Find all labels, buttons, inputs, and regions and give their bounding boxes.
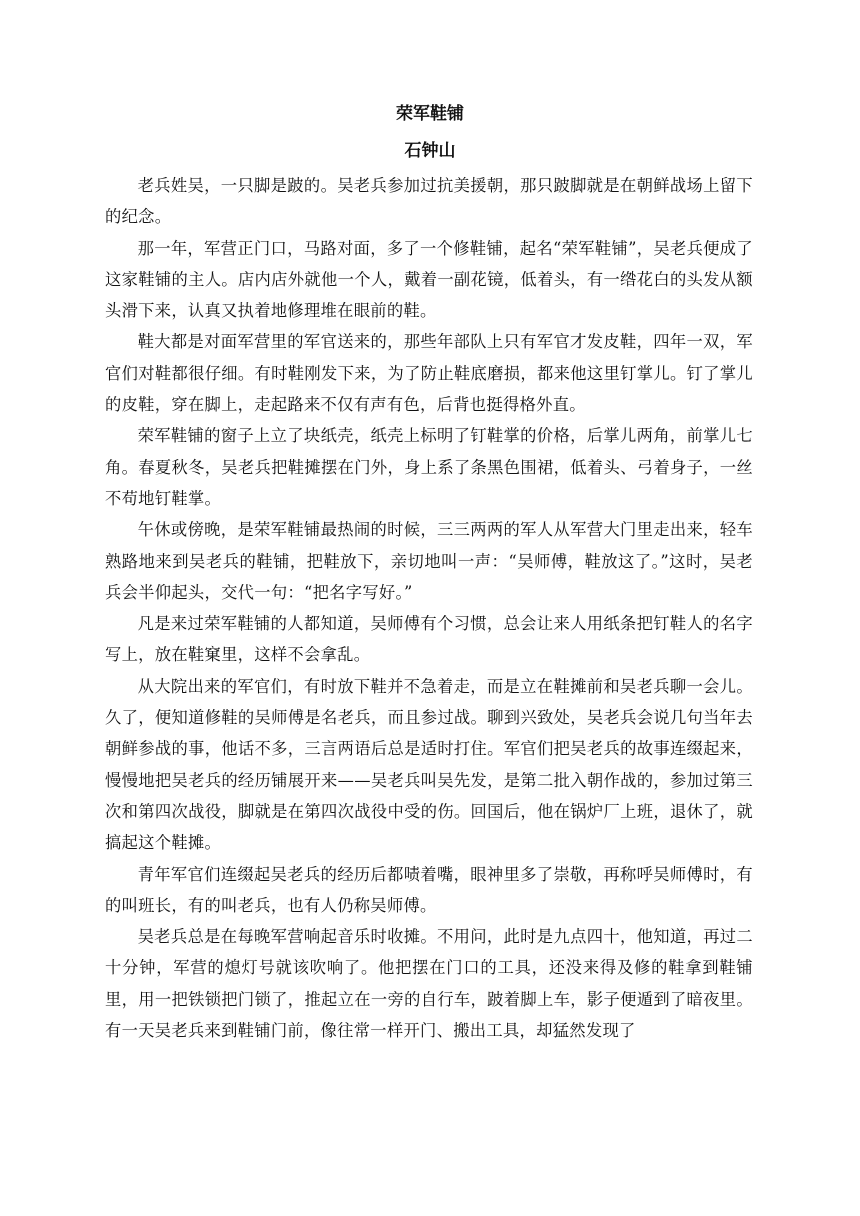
paragraph: 鞋大都是对面军营里的军官送来的，那些年部队上只有军官才发皮鞋，四年一双，军官们对鞋都很仔细。有时鞋刚发下来，为了防止鞋底磨损，都来他这里钉掌儿。钉了掌儿的皮鞋，穿在脚上，走起路来不仅有声有色，后背也挺得格外直。 [105, 332, 753, 415]
paragraph: 午休或傍晚，是荣军鞋铺最热闹的时候，三三两两的军人从军营大门里走出来，轻车熟路地来到吴老兵的鞋铺，把鞋放下，亲切地叫一声：“吴师傅，鞋放这了。”这时，吴老兵会半仰起头，交代一句：“把名字写好。” [105, 520, 753, 602]
paragraph: 吴老兵总是在每晚军营响起音乐时收摊。不用问，此时是九点四十，他知道，再过二十分钟，军营的熄灯号就该吹响了。他把摆在门口的工具，还没来得及修的鞋拿到鞋铺里，用一把铁锁把门锁了，推起立在一旁的自行车，跛着脚上车，影子便遁到了暗夜里。有一天吴老兵来到鞋铺门前，像往常一样开门、搬出工具，却猛然发现了 [105, 927, 753, 1041]
author-name: 石钟山 [404, 141, 456, 161]
paragraph: 凡是来过荣军鞋铺的人都知道，吴师傅有个习惯，总会让来人用纸条把钉鞋人的名字写上，放在鞋窠里，这样不会拿乱。 [105, 614, 753, 665]
paragraph: 荣军鞋铺的窗子上立了块纸壳，纸壳上标明了钉鞋掌的价格，后掌儿两角，前掌儿七角。春夏秋冬，吴老兵把鞋摊摆在门外，身上系了条黑色围裙，低着头、弓着身子，一丝不苟地钉鞋掌。 [105, 426, 753, 508]
paragraph: 从大院出来的军官们，有时放下鞋并不急着走，而是立在鞋摊前和吴老兵聊一会儿。久了，便知道修鞋的吴师傅是名老兵，而且参过战。聊到兴致处，吴老兵会说几句当年去朝鲜参战的事，他话不多，三言两语后总是适时打住。军官们把吴老兵的故事连缀起来，慢慢地把吴老兵的经历铺展开来——吴老兵叫吴先发，是第二批入朝作战的，参加过第三次和第四次战役，脚就是在第四次战役中受的伤。回国后，他在锅炉厂上班，退休了，就搞起这个鞋摊。 [105, 676, 753, 853]
paragraph: 青年军官们连缀起吴老兵的经历后都啧着嘴，眼神里多了崇敬，再称呼吴师傅时，有的叫班长，有的叫老兵，也有人仍称吴师傅。 [105, 864, 753, 915]
article-body [105, 170, 753, 1046]
paragraph: 那一年，军营正门口，马路对面，多了一个修鞋铺，起名“荣军鞋铺”，吴老兵便成了这家鞋铺的主人。店内店外就他一个人，戴着一副花镜，低着头，有一绺花白的头发从额头滑下来，认真又执着地修理堆在眼前的鞋。 [105, 238, 753, 321]
document-title: 荣军鞋铺 [396, 104, 464, 124]
paragraph: 老兵姓吴，一只脚是跛的。吴老兵参加过抗美援朝，那只跛脚就是在朝鲜战场上留下的纪念。 [105, 176, 753, 227]
